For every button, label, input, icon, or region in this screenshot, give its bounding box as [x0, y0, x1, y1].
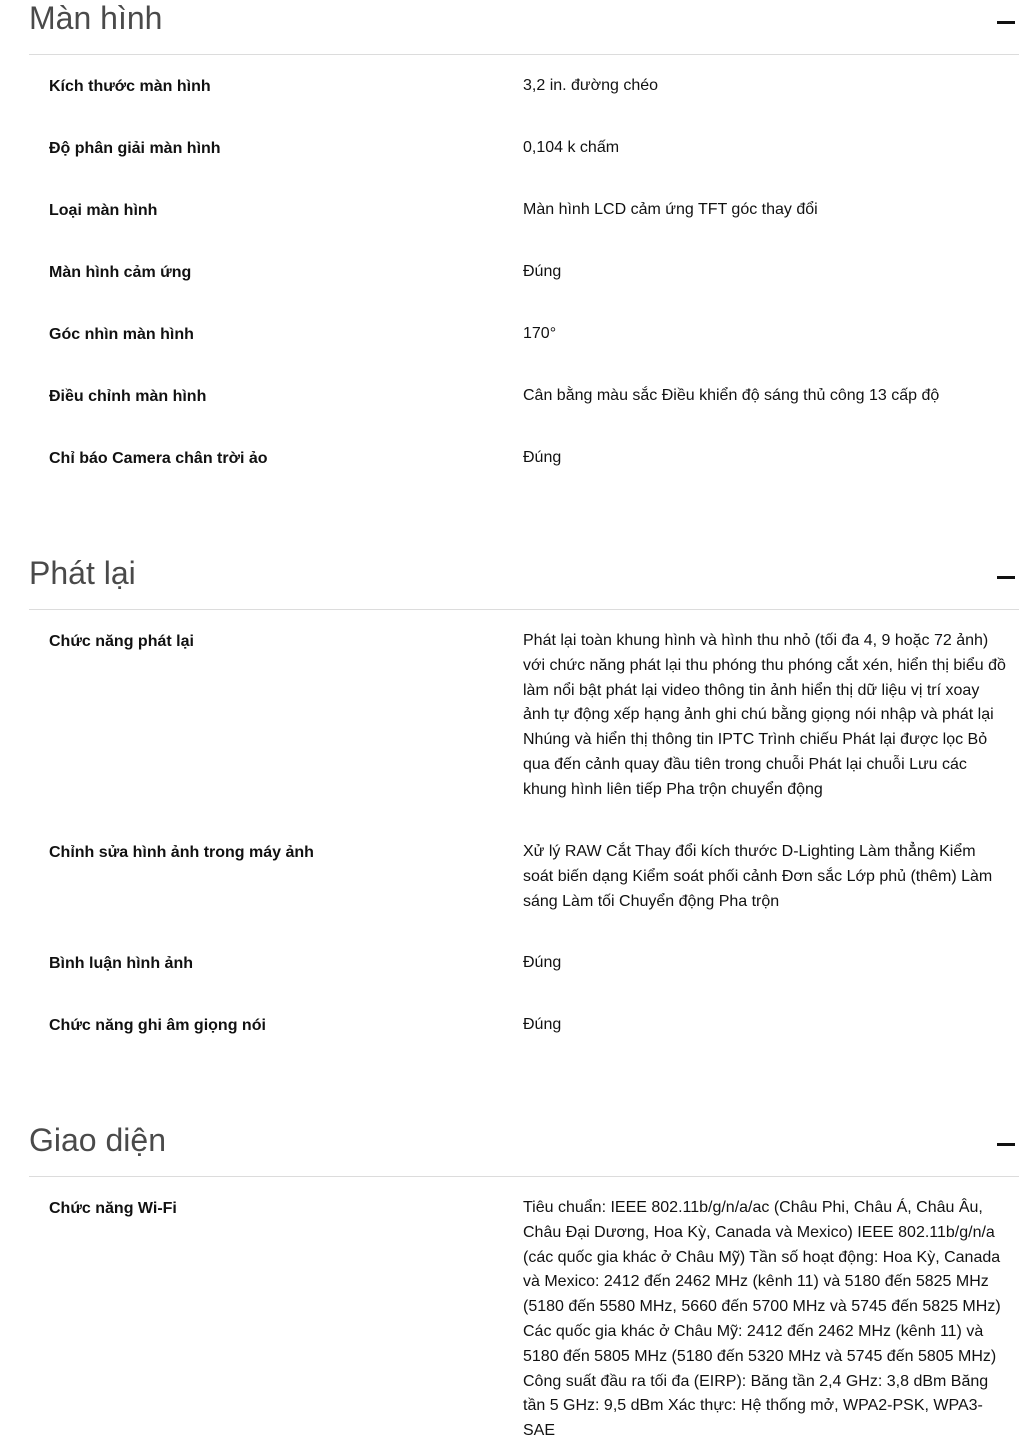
- spec-value: 3,2 in. đường chéo: [523, 77, 659, 94]
- spec-row: [29, 384, 1023, 409]
- spec-value: Đúng: [523, 449, 562, 466]
- section-title: Giao diện: [29, 1122, 166, 1158]
- spec-label: Bình luận hình ảnh: [49, 955, 193, 972]
- spec-label: Loại màn hình: [49, 202, 158, 219]
- spec-value: Phát lại toàn khung hình và hình thu nhỏ (tối đa 4, 9 hoặc 72 ảnh) với chức năng phát lại thu phóng thu phóng cắt xén, hiển thị biểu đồ làm nổi bật phát lại video thông tin ảnh hiển thị dữ liệu vị trí xoay ảnh tự động xếp hạng ảnh ghi chú bằng giọng nói nhập và phát lại Nhúng và hiển thị thông tin IPTC Trình chiếu Phát lại được lọc Bỏ qua đến cảnh quay đầu tiên trong chuỗi Phát lại chuỗi Lưu các khung hình liên tiếp Pha trộn chuyển động: [523, 632, 1006, 798]
- section-header[interactable]: [29, 1122, 1019, 1177]
- spec-value: Tiêu chuẩn: IEEE 802.11b/g/n/a/ac (Châu Phi, Châu Á, Châu Âu, Châu Đại Dương, Hoa Kỳ, Canada và Mexico) IEEE 802.11b/g/n/a (các quốc gia khác ở Châu Mỹ) Tần số hoạt động: Hoa Kỳ, Canada và Mexico: 2412 đến 2462 MHz (kênh 11) và 5180 đến 5825 MHz (5180 đến 5580 MHz, 5660 đến 5700 MHz và 5745 đến 5825 MHz) Các quốc gia khác ở Châu Mỹ: 2412 đến 2462 MHz (kênh 11) và 5180 đến 5805 MHz (5180 đến 5320 MHz và 5745 đến 5805 MHz) Công suất đầu ra tối đa (EIRP): Băng tần 2,4 GHz: 3,8 dBm Băng tần 5 GHz: 9,5 dBm Xác thực: Hệ thống mở, WPA2-PSK, WPA3-SAE: [523, 1199, 1001, 1440]
- spec-row: [29, 260, 1023, 285]
- spec-row: [29, 629, 1023, 803]
- spec-value: Cân bằng màu sắc Điều khiển độ sáng thủ công 13 cấp độ: [523, 387, 940, 404]
- section-header[interactable]: [29, 555, 1019, 610]
- spec-label: Điều chỉnh màn hình: [49, 388, 207, 405]
- spec-label: Độ phân giải màn hình: [49, 140, 221, 157]
- section-title: Màn hình: [29, 0, 163, 36]
- spec-row: [29, 136, 1023, 161]
- section-interface: [29, 1122, 1019, 1440]
- spec-label: Chức năng phát lại: [49, 633, 194, 650]
- spec-label: Chức năng ghi âm giọng nói: [49, 1017, 266, 1034]
- spec-row: [29, 1196, 1023, 1444]
- spec-label: Chỉnh sửa hình ảnh trong máy ảnh: [49, 844, 314, 861]
- section-header[interactable]: [29, 0, 1019, 55]
- spec-label: Màn hình cảm ứng: [49, 264, 192, 281]
- spec-label: Kích thước màn hình: [49, 78, 211, 95]
- spec-value: Xử lý RAW Cắt Thay đổi kích thước D-Lighting Làm thẳng Kiểm soát biến dạng Kiểm soát phối cảnh Đơn sắc Lớp phủ (thêm) Làm sáng Làm tối Chuyển động Pha trộn: [523, 843, 993, 910]
- spec-row: [29, 1013, 1023, 1038]
- spec-label: Góc nhìn màn hình: [49, 326, 194, 343]
- spec-row: [29, 198, 1023, 223]
- spec-row: [29, 446, 1023, 471]
- spec-label: Chỉ báo Camera chân trời ảo: [49, 450, 268, 467]
- spec-value: Màn hình LCD cảm ứng TFT góc thay đổi: [523, 201, 818, 218]
- spec-value: Đúng: [523, 954, 562, 971]
- collapse-minus-icon[interactable]: [997, 576, 1015, 579]
- spec-row: [29, 840, 1023, 914]
- spec-value: Đúng: [523, 1016, 562, 1033]
- spec-label: Chức năng Wi-Fi: [49, 1200, 177, 1217]
- collapse-minus-icon[interactable]: [997, 1143, 1015, 1146]
- section-display: [29, 0, 1019, 467]
- spec-row: [29, 74, 1023, 99]
- collapse-minus-icon[interactable]: [997, 21, 1015, 24]
- spec-value: 170°: [523, 325, 557, 342]
- spec-row: [29, 322, 1023, 347]
- spec-value: Đúng: [523, 263, 562, 280]
- section-title: Phát lại: [29, 555, 136, 591]
- section-playback: [29, 555, 1019, 1034]
- spec-value: 0,104 k chấm: [523, 139, 620, 156]
- spec-row: [29, 951, 1023, 976]
